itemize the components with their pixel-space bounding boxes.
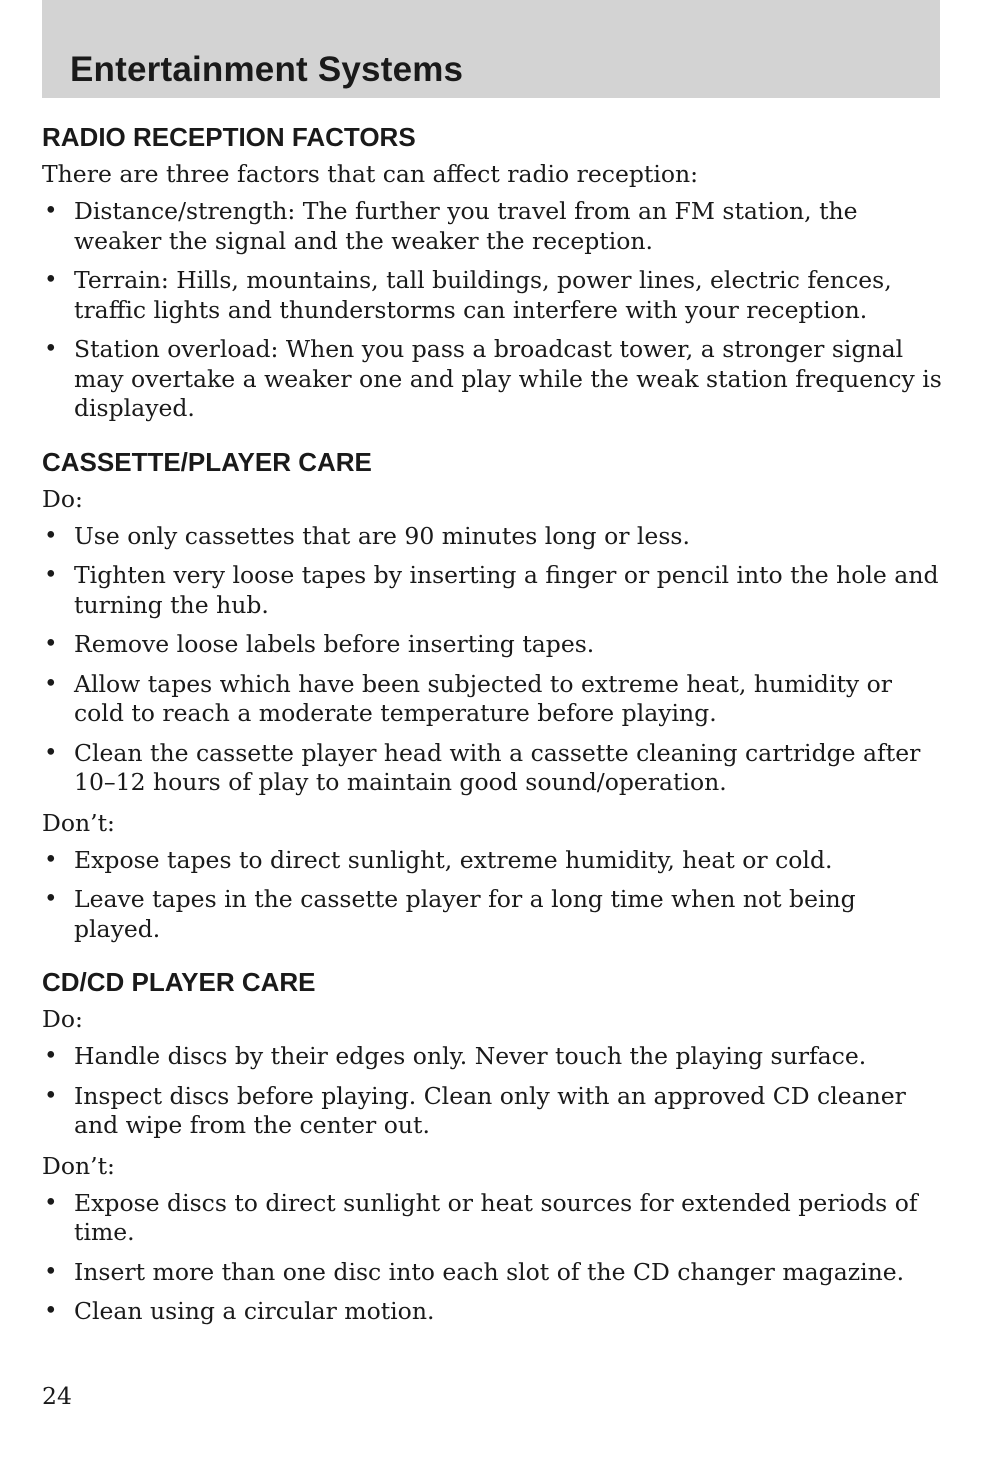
bullet-icon: • <box>44 522 58 549</box>
header-band <box>42 0 940 98</box>
list-item: • Tighten very loose tapes by inserting a finger or pencil into the hole and turning the hub. <box>44 561 939 619</box>
list-item: • Terrain: Hills, mountains, tall buildings, power lines, electric fences, traffic lights and thunderstorms can interfere with your reception. <box>44 266 892 324</box>
bullet-icon: • <box>44 267 58 293</box>
list-item: • Clean the cassette player head with a cassette cleaning cartridge after 10–12 hours of play to maintain good sound/operation. <box>44 738 921 796</box>
list-item: • Remove loose labels before inserting tapes. <box>44 630 595 658</box>
page-number: 24 <box>42 1382 72 1410</box>
bullet-icon: • <box>44 562 58 588</box>
section-heading: CASSETTE/PLAYER CARE <box>42 446 372 477</box>
section-intro: There are three factors that can affect radio reception: <box>42 160 699 188</box>
bullet-icon: • <box>44 1082 58 1109</box>
list-item: • Station overload: When you pass a broadcast tower, a stronger signal may overtake a weaker one and play while the weak station frequency is displayed. <box>44 335 942 422</box>
bullet-icon: • <box>44 670 58 697</box>
list-item: • Leave tapes in the cassette player for a long time when not being played. <box>44 885 856 943</box>
section-cassette-care <box>42 447 942 945</box>
list-item: • Expose discs to direct sunlight or heat sources for extended periods of time. <box>44 1188 918 1246</box>
bullet-icon: • <box>44 336 58 362</box>
do-list <box>42 522 942 798</box>
dont-list <box>42 846 942 945</box>
section-radio-reception <box>42 122 942 424</box>
page-content <box>42 122 942 1350</box>
list-item: • Inspect discs before playing. Clean only with an approved CD cleaner and wipe from the center out. <box>44 1081 906 1139</box>
bullet-icon: • <box>44 886 58 912</box>
list-item: • Clean using a circular motion. <box>44 1297 435 1325</box>
bullet-icon: • <box>44 1189 58 1216</box>
list-item: • Handle discs by their edges only. Never touch the playing surface. <box>44 1042 867 1070</box>
dont-label: Don’t: <box>42 808 115 837</box>
page-title: Entertainment Systems <box>70 50 464 89</box>
dont-label: Don’t: <box>42 1151 115 1180</box>
dont-list <box>42 1189 942 1327</box>
section-cd-care <box>42 967 942 1327</box>
list-item: • Use only cassettes that are 90 minutes long or less. <box>44 521 690 550</box>
bullet-list <box>42 197 942 424</box>
list-item: • Insert more than one disc into each slot of the CD changer magazine. <box>44 1257 905 1286</box>
bullet-icon: • <box>44 1258 58 1285</box>
bullet-icon: • <box>44 1298 58 1324</box>
list-item: • Distance/strength: The further you travel from an FM station, the weaker the signal and the weaker the reception. <box>44 197 858 255</box>
bullet-icon: • <box>44 631 58 657</box>
section-heading: RADIO RECEPTION FACTORS <box>42 122 416 152</box>
bullet-icon: • <box>44 846 58 873</box>
do-label: Do: <box>42 1005 83 1033</box>
section-heading: CD/CD PLAYER CARE <box>42 967 316 997</box>
do-list <box>42 1042 942 1141</box>
bullet-icon: • <box>44 1043 58 1069</box>
do-label: Do: <box>42 484 83 513</box>
list-item: • Expose tapes to direct sunlight, extreme humidity, heat or cold. <box>44 845 833 874</box>
bullet-icon: • <box>44 739 58 766</box>
list-item: • Allow tapes which have been subjected to extreme heat, humidity or cold to reach a moderate temperature before playing. <box>44 669 893 727</box>
bullet-icon: • <box>44 198 58 224</box>
